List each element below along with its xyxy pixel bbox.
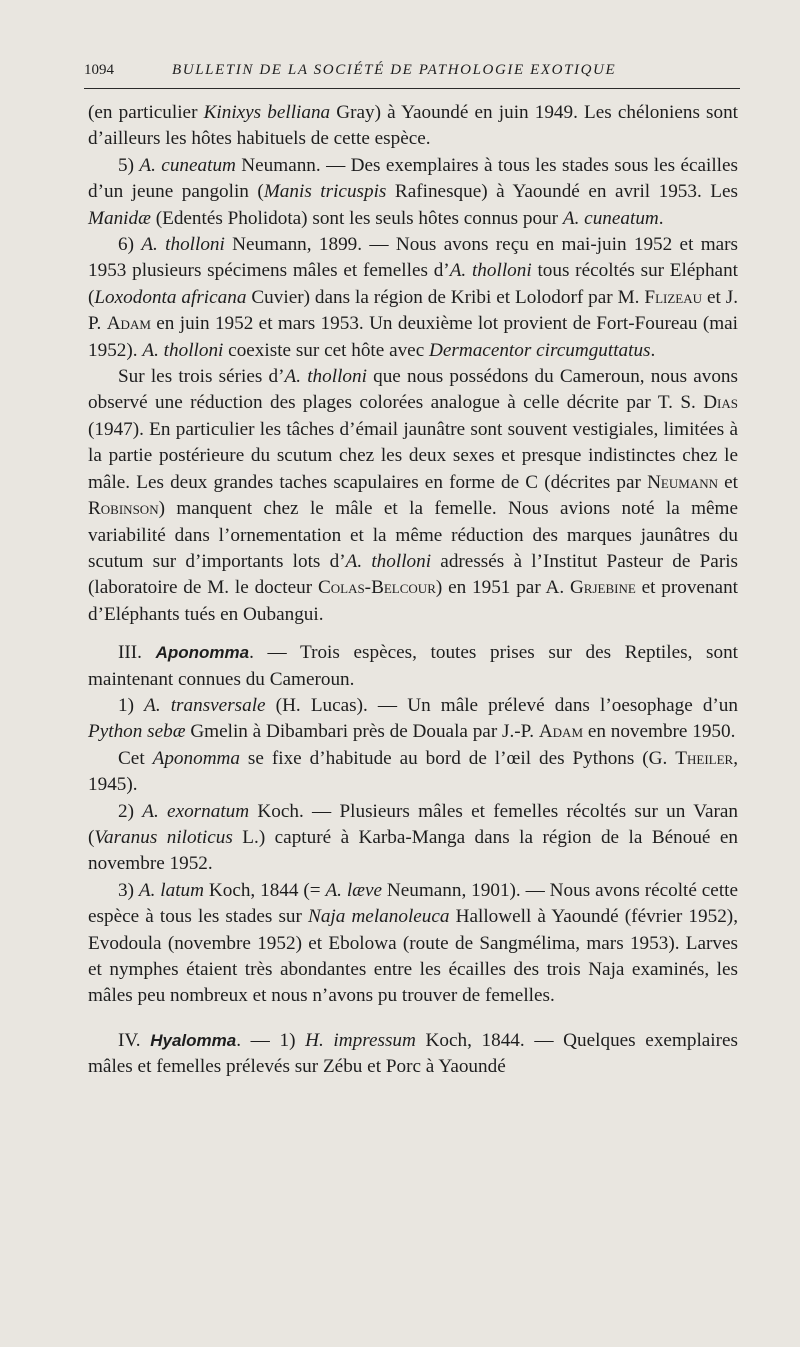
paragraph-tholloni: 6) A. tholloni Neumann, 1899. — Nous avons reçu en mai-juin 1952 et mars 1953 plusieurs spécimens mâles et femelles d’A. tholloni tous récoltés sur Eléphant (Loxodonta africana Cuvier) dans la région de Kribi et Lolodorf par M. Flizeau et J. P. Adam en juin 1952 et mars 1953. Un deuxième lot provient de Fort-Foureau (mai 1952). A. tholloni coexiste sur cet hôte avec Dermacentor circumguttatus. bbox=[88, 234, 739, 361]
article-body bbox=[88, 100, 738, 1081]
section-hyalomma: IV. Hyalomma. — 1) H. impressum Koch, 1844. — Quelques exemplaires mâles et femelles prélevés sur Zébu et Porc à Yaoundé bbox=[88, 1029, 738, 1078]
paragraph-transversale: 1) A. transversale (H. Lucas). — Un mâle prélevé dans l’oesophage d’un Python sebæ Gmelin à Dibambari près de Douala par J.-P. Adam en novembre 1950. bbox=[88, 694, 738, 743]
paragraph-tholloni-observations: Sur les trois séries d’A. tholloni que nous possédons du Cameroun, nous avons observé une réduction des plages colorées analogue à celle décrite par T. S. Dias (1947). En particulier les tâches d’émail jaunâtre sont souvent vestigiales, limitées à la partie postérieure du scutum chez les deux sexes et presque indistinctes chez le mâle. Les deux grandes taches scapulaires en forme de C (décrites par Neumann et Robinson) manquent chez le mâle et la femelle. Nous avions noté la même variabilité dans l’ornementation et la même réduction des marques jaunâtres du scutum sur d’importants lots d’A. tholloni adressés à l’Institut Pasteur de Paris (laboratoire de M. le docteur Colas-Belcour) en 1951 par A. Grjebine et provenant d’Eléphants tués en Oubangui. bbox=[88, 366, 739, 625]
journal-title: BULLETIN DE LA SOCIÉTÉ DE PATHOLOGIE EXOTIQUE bbox=[172, 62, 617, 78]
section-aponomma: III. Aponomma. — Trois espèces, toutes prises sur des Reptiles, sont maintenant connues du Cameroun. bbox=[88, 642, 738, 690]
paragraph-aponomma-note: Cet Aponomma se fixe d’habitude au bord de l’œil des Pythons (G. Theiler, 1945). bbox=[88, 747, 738, 796]
paragraph-exornatum: 2) A. exornatum Koch. — Plusieurs mâles et femelles récoltés sur un Varan (Varanus niloticus L.) capturé à Karba-Manga dans la région de la Bénoué en novembre 1952. bbox=[88, 800, 739, 875]
paragraph-continuation: (en particulier Kinixys belliana Gray) à Yaoundé en juin 1949. Les chéloniens sont d’ailleurs les hôtes habituels de cette espèce. bbox=[88, 102, 739, 150]
paragraph-latum: 3) A. latum Koch, 1844 (= A. læve Neumann, 1901). — Nous avons récolté cette espèce à tous les stades sur Naja melanoleuca Hallowell à Yaoundé (février 1952), Evodoula (novembre 1952) et Ebolowa (route de Sangmélima, mars 1953). Larves et nymphes étaient très abondantes entre les écailles des trois Naja examinés, les mâles peu nombreux et nous n’avons pu trouver de femelles. bbox=[88, 879, 738, 1007]
running-header bbox=[84, 56, 740, 89]
page-number: 1094 bbox=[84, 62, 114, 78]
paragraph-cuneatum: 5) A. cuneatum Neumann. — Des exemplaires à tous les stades sous les écailles d’un jeune pangolin (Manis tricuspis Rafinesque) à Yaoundé en avril 1953. Les Manidæ (Edentés Pholidota) sont les seuls hôtes connus pour A. cuneatum. bbox=[88, 154, 739, 229]
